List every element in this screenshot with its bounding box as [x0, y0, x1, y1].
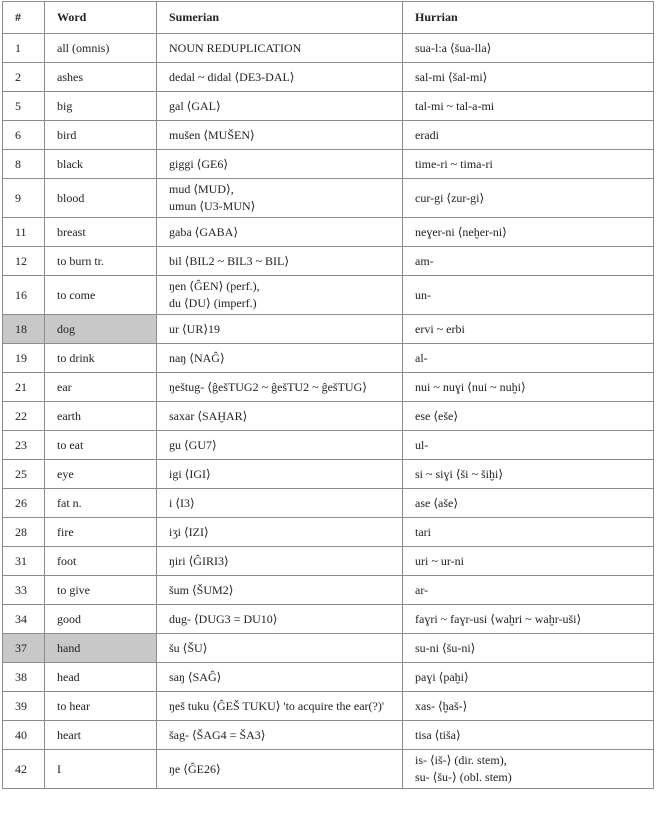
- row-number: 2: [3, 63, 45, 92]
- hurrian-cell: cur-gi ⟨zur-gi⟩: [403, 179, 654, 218]
- hurrian-cell: tari: [403, 518, 654, 547]
- table-row: [3, 179, 654, 218]
- hurrian-cell: paɣi ⟨paḫi⟩: [403, 663, 654, 692]
- row-number: 22: [3, 402, 45, 431]
- hurrian-cell: eradi: [403, 121, 654, 150]
- hurrian-cell: uri ~ ur-ni: [403, 547, 654, 576]
- table-row-highlighted: [3, 315, 654, 344]
- table-row: [3, 605, 654, 634]
- sumerian-cell: šum ⟨ŠUM2⟩: [157, 576, 403, 605]
- hurrian-cell: ar-: [403, 576, 654, 605]
- lexical-comparison-table: [2, 1, 654, 789]
- row-number: 9: [3, 179, 45, 218]
- table-row: [3, 547, 654, 576]
- hurrian-cell: time-ri ~ tima-ri: [403, 150, 654, 179]
- row-number: 12: [3, 247, 45, 276]
- word-cell: earth: [45, 402, 157, 431]
- hurrian-cell: ervi ~ erbi: [403, 315, 654, 344]
- table-row: [3, 34, 654, 63]
- hurrian-cell: ase ⟨aše⟩: [403, 489, 654, 518]
- table-row: [3, 576, 654, 605]
- header-row: [3, 2, 654, 34]
- row-number: 6: [3, 121, 45, 150]
- row-number: 40: [3, 721, 45, 750]
- table-row: [3, 121, 654, 150]
- row-number: 39: [3, 692, 45, 721]
- sumerian-cell: ur ⟨UR⟩19: [157, 315, 403, 344]
- hurrian-cell: nui ~ nuɣi ⟨nui ~ nuḫi⟩: [403, 373, 654, 402]
- sumerian-cell: i ⟨I3⟩: [157, 489, 403, 518]
- sumerian-cell: naŋ ⟨NAĜ⟩: [157, 344, 403, 373]
- sumerian-cell: šag- ⟨ŠAG4 = ŠA3⟩: [157, 721, 403, 750]
- word-cell: breast: [45, 218, 157, 247]
- word-cell: to eat: [45, 431, 157, 460]
- sumerian-cell: dug- ⟨DUG3 = DU10⟩: [157, 605, 403, 634]
- sumerian-cell: mušen ⟨MUŠEN⟩: [157, 121, 403, 150]
- hurrian-cell: tal-mi ~ tal-a-mi: [403, 92, 654, 121]
- table-row: [3, 750, 654, 789]
- table-row: [3, 218, 654, 247]
- row-number: 23: [3, 431, 45, 460]
- sumerian-cell: ŋeštug- ⟨ĝešTUG2 ~ ĝešTU2 ~ ĝešTUG⟩: [157, 373, 403, 402]
- row-number: 8: [3, 150, 45, 179]
- sumerian-cell: ŋiri ⟨ĜIRI3⟩: [157, 547, 403, 576]
- word-cell: I: [45, 750, 157, 789]
- sumerian-line: ŋen ⟨ĜEN⟩ (perf.),: [169, 279, 260, 293]
- sumerian-cell: NOUN REDUPLICATION: [157, 34, 403, 63]
- hurrian-cell: sal-mi ⟨šal-mi⟩: [403, 63, 654, 92]
- word-cell: fat n.: [45, 489, 157, 518]
- word-cell: to come: [45, 276, 157, 315]
- table-row: [3, 92, 654, 121]
- table-row: [3, 344, 654, 373]
- hurrian-cell: sua-l:a ⟨šua-lla⟩: [403, 34, 654, 63]
- word-cell: blood: [45, 179, 157, 218]
- table-row: [3, 663, 654, 692]
- row-number: 18: [3, 315, 45, 344]
- hurrian-cell: tisa ⟨tiša⟩: [403, 721, 654, 750]
- sumerian-cell: gu ⟨GU7⟩: [157, 431, 403, 460]
- sumerian-cell: gaba ⟨GABA⟩: [157, 218, 403, 247]
- sumerian-cell: bil ⟨BIL2 ~ BIL3 ~ BIL⟩: [157, 247, 403, 276]
- row-number: 16: [3, 276, 45, 315]
- hurrian-cell: si ~ siɣi ⟨ši ~ šiḫi⟩: [403, 460, 654, 489]
- word-cell: ear: [45, 373, 157, 402]
- table-row: [3, 460, 654, 489]
- hurrian-cell: un-: [403, 276, 654, 315]
- col-header-number: #: [3, 2, 45, 34]
- hurrian-cell: ese ⟨eše⟩: [403, 402, 654, 431]
- word-cell: foot: [45, 547, 157, 576]
- table-row: [3, 721, 654, 750]
- sumerian-cell: dedal ~ didal ⟨DE3-DAL⟩: [157, 63, 403, 92]
- hurrian-cell: faɣri ~ faɣr-usi ⟨waḫri ~ waḫr-uši⟩: [403, 605, 654, 634]
- sumerian-cell: iʒi ⟨IZI⟩: [157, 518, 403, 547]
- table-row: [3, 489, 654, 518]
- sumerian-cell: ŋe ⟨ĜE26⟩: [157, 750, 403, 789]
- row-number: 25: [3, 460, 45, 489]
- hurrian-cell: su-ni ⟨šu-ni⟩: [403, 634, 654, 663]
- word-cell: to hear: [45, 692, 157, 721]
- word-cell: hand: [45, 634, 157, 663]
- sumerian-cell: gal ⟨GAL⟩: [157, 92, 403, 121]
- row-number: 1: [3, 34, 45, 63]
- row-number: 31: [3, 547, 45, 576]
- word-cell: fire: [45, 518, 157, 547]
- sumerian-line: mud ⟨MUD⟩,: [169, 182, 234, 196]
- sumerian-cell: giggi ⟨GE6⟩: [157, 150, 403, 179]
- sumerian-cell: igi ⟨IGI⟩: [157, 460, 403, 489]
- word-cell: eye: [45, 460, 157, 489]
- row-number: 19: [3, 344, 45, 373]
- row-number: 5: [3, 92, 45, 121]
- row-number: 33: [3, 576, 45, 605]
- hurrian-cell: neɣer-ni ⟨neḫer-ni⟩: [403, 218, 654, 247]
- table-row: [3, 518, 654, 547]
- table-row: [3, 431, 654, 460]
- sumerian-cell: ŋeš tuku ⟨ĜEŠ TUKU⟩ 'to acquire the ear(?)': [157, 692, 403, 721]
- hurrian-cell: am-: [403, 247, 654, 276]
- sumerian-cell: saŋ ⟨SAĜ⟩: [157, 663, 403, 692]
- word-cell: to give: [45, 576, 157, 605]
- col-header-hurrian: Hurrian: [403, 2, 654, 34]
- sumerian-line: umun ⟨U3-MUN⟩: [169, 199, 256, 213]
- table-row: [3, 247, 654, 276]
- table-row: [3, 402, 654, 431]
- word-cell: all (omnis): [45, 34, 157, 63]
- row-number: 38: [3, 663, 45, 692]
- word-cell: good: [45, 605, 157, 634]
- word-cell: big: [45, 92, 157, 121]
- word-cell: bird: [45, 121, 157, 150]
- hurrian-cell: al-: [403, 344, 654, 373]
- row-number: 21: [3, 373, 45, 402]
- hurrian-cell: xas- ⟨ḫaš-⟩: [403, 692, 654, 721]
- table-row: [3, 692, 654, 721]
- row-number: 28: [3, 518, 45, 547]
- hurrian-cell: [403, 750, 654, 789]
- sumerian-cell: saxar ⟨SAḪAR⟩: [157, 402, 403, 431]
- word-cell: to burn tr.: [45, 247, 157, 276]
- hurrian-line: is- ⟨iš-⟩ (dir. stem),: [415, 753, 507, 767]
- col-header-word: Word: [45, 2, 157, 34]
- row-number: 26: [3, 489, 45, 518]
- table-row-highlighted: [3, 634, 654, 663]
- row-number: 11: [3, 218, 45, 247]
- table-row: [3, 150, 654, 179]
- word-cell: heart: [45, 721, 157, 750]
- word-cell: head: [45, 663, 157, 692]
- word-cell: dog: [45, 315, 157, 344]
- word-cell: to drink: [45, 344, 157, 373]
- sumerian-cell: [157, 276, 403, 315]
- row-number: 37: [3, 634, 45, 663]
- word-cell: black: [45, 150, 157, 179]
- hurrian-cell: ul-: [403, 431, 654, 460]
- col-header-sumerian: Sumerian: [157, 2, 403, 34]
- table-row: [3, 276, 654, 315]
- sumerian-cell: šu ⟨ŠU⟩: [157, 634, 403, 663]
- table-row: [3, 373, 654, 402]
- row-number: 42: [3, 750, 45, 789]
- table-row: [3, 63, 654, 92]
- hurrian-line: su- ⟨šu-⟩ (obl. stem): [415, 770, 512, 784]
- sumerian-cell: [157, 179, 403, 218]
- sumerian-line: du ⟨DU⟩ (imperf.): [169, 296, 257, 310]
- row-number: 34: [3, 605, 45, 634]
- word-cell: ashes: [45, 63, 157, 92]
